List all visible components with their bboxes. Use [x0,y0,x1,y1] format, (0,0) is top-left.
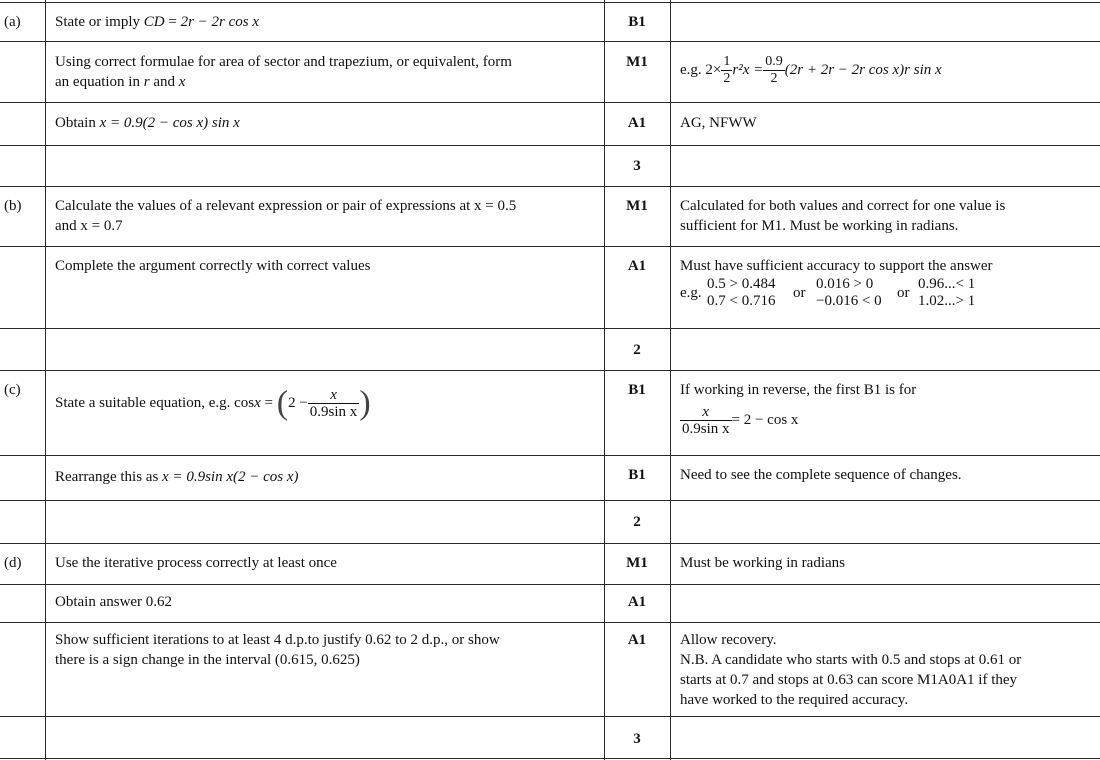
mark-code: B1 [628,14,646,30]
paren-open: ( [276,384,289,422]
instruction-text: Show sufficient iterations to at least 4 d.p.to justify 0.62 to 2 d.p., or show [55,632,500,648]
instruction [55,383,371,424]
guidance-text: e.g. 2× [680,61,722,78]
mark-code: B1 [628,382,646,398]
instruction-text: and [149,74,179,90]
math-symbol: x [254,395,261,411]
part-total: 2 [633,514,641,530]
instruction [55,12,259,32]
comparison-pair [707,276,775,310]
comparison: 0.96...< 1 [918,276,976,292]
rule [0,543,1100,544]
instruction-text: there is a sign change in the interval (0.615, 0.625) [55,652,360,668]
rule [0,622,1100,623]
guidance [680,380,916,437]
guidance [680,630,1021,710]
math-symbol: CD [143,14,165,30]
guidance-text: Calculated for both values and correct for one value is [680,198,1006,214]
guidance-text: sufficient for M1. Must be working in radians. [680,218,959,234]
instruction-text: Complete the argument correctly with correct values [55,258,371,274]
instruction [55,630,500,670]
part-label: (a) [4,14,21,30]
guidance [680,256,993,276]
rule [0,455,1100,456]
rule [0,145,1100,146]
rule [670,0,671,760]
rule [0,500,1100,501]
mark-code: A1 [627,632,647,648]
instruction-text: Rearrange this as [55,469,163,485]
mark-code: A1 [627,115,647,131]
numerator: 0.9 [765,54,783,69]
comparison: 0.016 > 0 [816,276,874,292]
rule [0,328,1100,329]
guidance [680,196,1005,236]
mark-code: M1 [626,54,648,70]
comparison-pair [816,276,882,310]
guidance-equation [680,54,942,87]
or-label: or [793,285,806,301]
fraction [721,54,732,87]
part-total: 2 [633,342,641,358]
mark-code: A1 [627,594,647,610]
eg-label: e.g. [680,285,702,301]
instruction-text: an equation in [55,74,144,90]
math-expression: (2r + 2r − 2r cos x)r sin x [784,61,942,78]
rule [0,584,1100,585]
instruction-text: State or imply [55,14,140,30]
part-total: 3 [633,731,641,747]
mark-code: A1 [627,258,647,274]
math-symbol: = [260,395,277,411]
comparison: 1.02...> 1 [918,293,976,309]
instruction-text: Calculate the values of a relevant expression or pair of expressions at x = 0.5 [55,198,517,214]
denominator: 2 [770,71,778,86]
guidance-text: Must be working in radians [680,555,845,571]
rule [0,758,1100,759]
denominator: 0.9sin x [309,404,358,421]
denominator: 2 [723,71,731,86]
part-total: 3 [633,158,641,174]
instruction-text [55,72,512,92]
math-symbol: x [178,74,186,90]
guidance-text: If working in reverse, the first B1 is for [680,382,917,398]
instruction-text: Use the iterative process correctly at least once [55,555,337,571]
guidance-text: Need to see the complete sequence of changes. [680,467,962,483]
part-label: (b) [4,198,22,214]
rule [0,370,1100,371]
guidance-text: have worked to the required accuracy. [680,692,909,708]
numerator: x [680,404,732,421]
comparison-pair [918,276,975,310]
fraction [680,404,732,437]
mark-code: B1 [628,467,646,483]
rule [0,102,1100,103]
math-expression: 2r − 2r cos x [180,14,260,30]
mark-code: M1 [626,555,648,571]
instruction [55,196,516,236]
instruction [55,113,240,133]
guidance-equation [680,404,916,437]
instruction-text: Using correct formulae for area of sector and trapezium, or equivalent, form [55,54,512,70]
math-expression: x = 0.9sin x(2 − cos x) [162,469,299,485]
rule [0,2,1100,3]
comparison: 0.7 < 0.716 [707,293,776,309]
rule [0,716,1100,717]
guidance-text: Must have sufficient accuracy to support the answer [680,258,993,274]
rule [0,246,1100,247]
math-expression: r²x = [732,61,764,78]
numerator: 1 [723,54,731,69]
comparison: −0.016 < 0 [816,293,882,309]
part-label: (d) [4,555,22,571]
fraction [763,54,785,87]
guidance-text: N.B. A candidate who starts with 0.5 and stops at 0.61 or [680,652,1022,668]
instruction [55,52,512,92]
instruction-text: State a suitable equation, e.g. cos [55,395,255,411]
math-expression: = 2 − cos x [731,411,799,428]
math-symbol: = [164,14,181,30]
part-label: (c) [4,382,21,398]
guidance-text: starts at 0.7 and stops at 0.63 can score M1A0A1 if they [680,672,1018,688]
guidance-text: Allow recovery. [680,632,777,648]
or-label: or [897,285,910,301]
guidance-text: AG, NFWW [680,115,757,131]
mark-code: M1 [626,198,648,214]
numerator: x [308,387,360,404]
instruction-text: Obtain [55,115,100,131]
instruction-text: Obtain answer 0.62 [55,594,173,610]
math-expression: 2 − [288,395,308,411]
comparison: 0.5 > 0.484 [707,276,776,292]
paren-close: ) [359,384,371,422]
fraction [308,387,360,420]
denominator: 0.9sin x [682,421,730,437]
instruction-text: and x = 0.7 [55,218,123,234]
rule [0,41,1100,42]
rule [0,186,1100,187]
instruction [55,467,299,487]
math-symbol: r [143,74,150,90]
math-expression: x = 0.9(2 − cos x) sin x [99,115,240,131]
rule [45,0,46,760]
